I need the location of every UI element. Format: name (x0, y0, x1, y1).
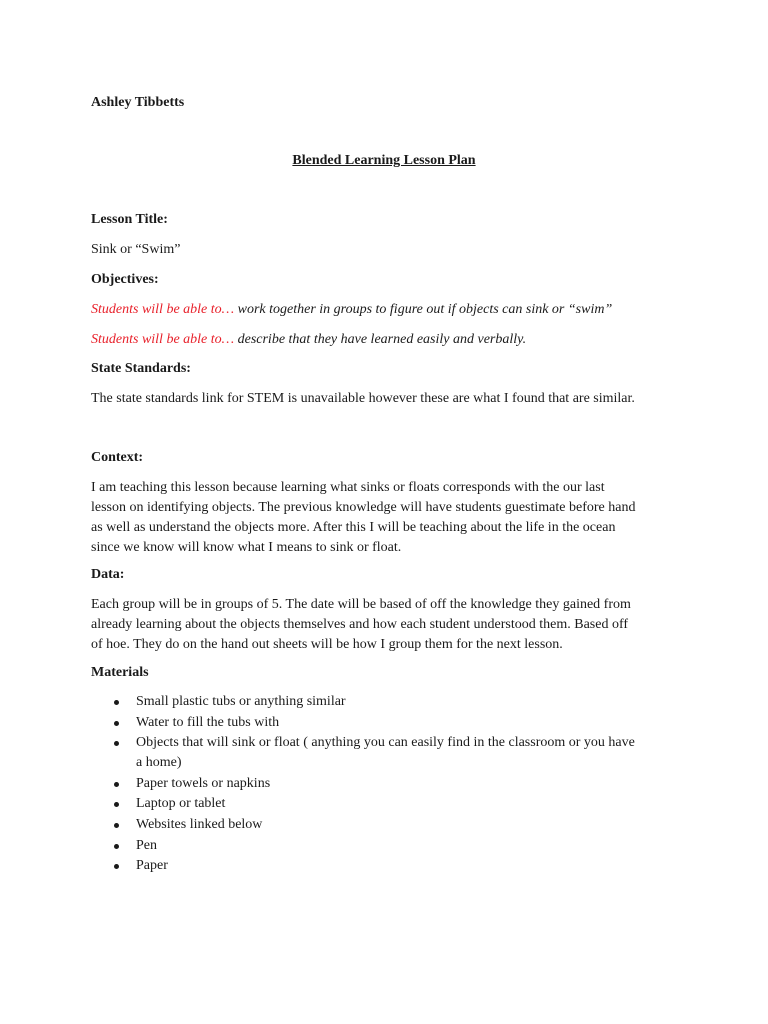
data-heading: Data: (91, 567, 125, 582)
bullet-icon (114, 823, 119, 828)
list-item-text: Objects that will sink or float ( anything you can easily find in the classroom or you have (136, 735, 635, 751)
objective-item (91, 300, 612, 320)
bullet-icon (114, 802, 119, 807)
lesson-title: Sink or “Swim” (91, 242, 181, 257)
objective-item (91, 330, 526, 350)
paragraph-line: of hoe. They do on the hand out sheets will be how I group them for the next lesson. (91, 637, 563, 652)
paragraph-line: I am teaching this lesson because learning what sinks or floats corresponds with the our last (91, 480, 605, 495)
list-item (91, 856, 691, 876)
bullet-icon (114, 721, 119, 726)
objective-text: describe that they have learned easily and verbally. (234, 332, 527, 347)
context-paragraph (91, 478, 691, 558)
paragraph-line: already learning about the objects themselves and how each student understood them. Based off (91, 617, 629, 632)
materials-heading: Materials (91, 665, 149, 680)
standards-text: The state standards link for STEM is unavailable however these are what I found that are similar. (91, 391, 635, 406)
materials-list (91, 692, 691, 877)
paragraph-line: since we know will know what I means to sink or float. (91, 540, 402, 555)
bullet-icon (114, 782, 119, 787)
list-item-text: Pen (136, 837, 157, 853)
list-item-text: Water to fill the tubs with (136, 714, 280, 730)
list-item-text: Paper (136, 858, 168, 874)
bullet-icon (114, 700, 119, 705)
list-item-text: a home) (136, 755, 182, 771)
list-item (91, 733, 691, 773)
bullet-icon (114, 864, 119, 869)
document-title: Blended Learning Lesson Plan (292, 153, 476, 168)
paragraph-line: lesson on identifying objects. The previous knowledge will have students guestimate before hand (91, 500, 636, 515)
standards-heading: State Standards: (91, 361, 191, 376)
data-paragraph (91, 595, 691, 655)
lesson-title-heading: Lesson Title: (91, 212, 168, 227)
list-item-text: Laptop or tablet (136, 796, 226, 812)
objective-text: work together in groups to figure out if objects can sink or “swim” (234, 302, 613, 317)
objective-lead: Students will be able to… (91, 332, 235, 347)
list-item (91, 692, 691, 712)
bullet-icon (114, 741, 119, 746)
list-item (91, 815, 691, 835)
list-item (91, 713, 691, 733)
list-item (91, 794, 691, 814)
list-item-text: Websites linked below (136, 816, 263, 832)
list-item-text: Small plastic tubs or anything similar (136, 694, 346, 709)
bullet-icon (114, 844, 119, 849)
context-heading: Context: (91, 450, 144, 465)
paragraph-line: as well as understand the objects more. After this I will be teaching about the life in the ocean (91, 520, 616, 535)
paragraph-line: Each group will be in groups of 5. The date will be based of off the knowledge they gained from (91, 597, 631, 612)
list-item (91, 774, 691, 794)
list-item-text: Paper towels or napkins (136, 775, 271, 791)
objective-lead: Students will be able to… (91, 302, 235, 317)
author-name: Ashley Tibbetts (91, 95, 185, 110)
objectives-heading: Objectives: (91, 272, 159, 287)
list-item (91, 836, 691, 856)
